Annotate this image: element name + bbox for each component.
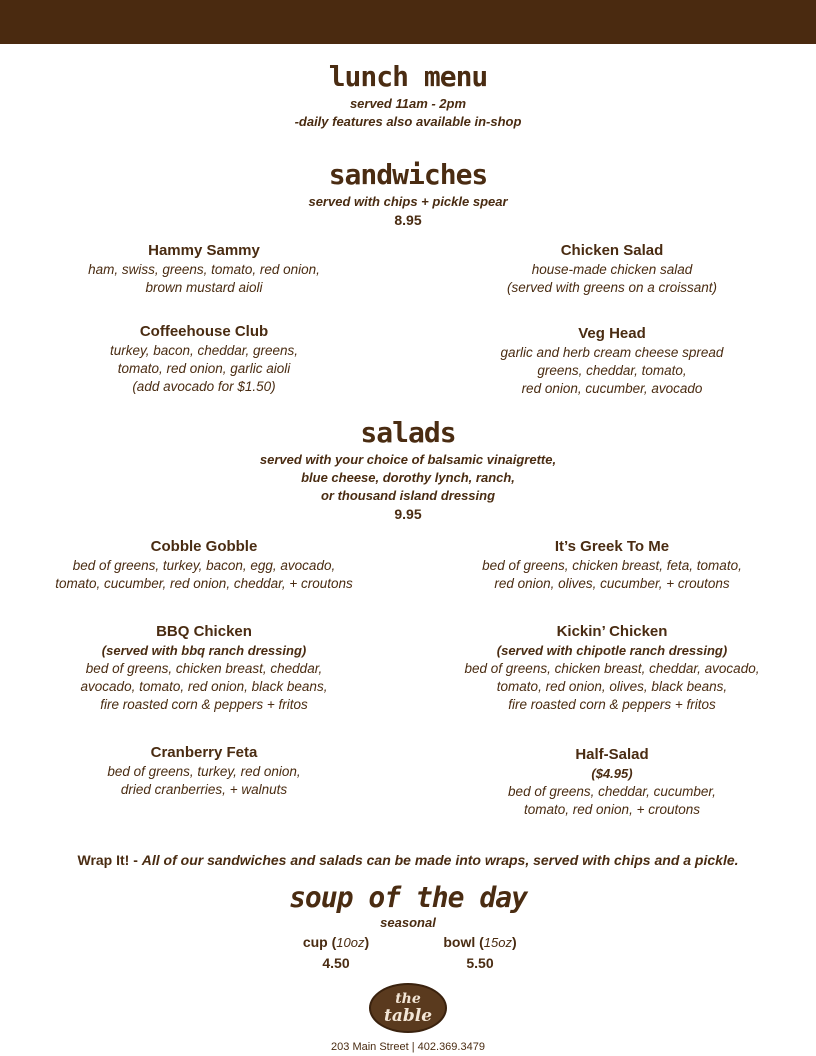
bowl-size: 15oz bbox=[483, 935, 512, 950]
menu-item bbox=[440, 622, 784, 714]
item-name: Hammy Sammy bbox=[148, 242, 260, 259]
item-name: Cranberry Feta bbox=[150, 744, 258, 761]
sandwiches-served-with: served with chips + pickle spear bbox=[308, 194, 508, 209]
menu-header bbox=[0, 60, 816, 131]
soup-bowl bbox=[420, 934, 540, 972]
top-banner bbox=[0, 0, 816, 44]
menu-item bbox=[440, 537, 784, 593]
salads-price: 9.95 bbox=[394, 506, 422, 522]
header-note: -daily features also available in-shop bbox=[294, 114, 522, 129]
cup-price: 4.50 bbox=[322, 955, 350, 971]
menu-item bbox=[440, 241, 784, 297]
item-description: red onion, olives, cucumber, + croutons bbox=[494, 576, 730, 591]
menu-item bbox=[440, 745, 784, 819]
item-description: bed of greens, cheddar, cucumber, bbox=[508, 784, 716, 799]
item-description: turkey, bacon, cheddar, greens, bbox=[109, 343, 299, 358]
bowl-price: 5.50 bbox=[466, 955, 494, 971]
logo-text-bottom: table bbox=[383, 1006, 433, 1026]
salads-heading: salads bbox=[360, 416, 456, 449]
logo-text-top: the bbox=[395, 991, 421, 1007]
salads-section-header bbox=[0, 416, 816, 523]
soup-section-header bbox=[0, 881, 816, 932]
item-description: bed of greens, chicken breast, cheddar, bbox=[85, 661, 323, 676]
item-name: Chicken Salad bbox=[560, 242, 664, 259]
wrap-text: All of our sandwiches and salads can be made into wraps, served with chips and a pickle. bbox=[141, 852, 739, 868]
item-name: Veg Head bbox=[578, 325, 646, 342]
item-description: tomato, cucumber, red onion, cheddar, + croutons bbox=[55, 576, 353, 591]
soup-heading: soup of the day bbox=[289, 881, 527, 914]
restaurant-logo bbox=[369, 983, 447, 1033]
sandwiches-price: 8.95 bbox=[394, 212, 422, 228]
menu-item bbox=[440, 324, 784, 398]
menu-item bbox=[30, 322, 378, 396]
salads-dressing-line: or thousand island dressing bbox=[320, 488, 496, 503]
item-description: (add avocado for $1.50) bbox=[132, 379, 276, 394]
item-description: red onion, cucumber, avocado bbox=[521, 381, 703, 396]
item-description: dried cranberries, + walnuts bbox=[120, 782, 288, 797]
item-name: Coffeehouse Club bbox=[139, 323, 269, 340]
item-description: ham, swiss, greens, tomato, red onion, bbox=[88, 262, 320, 277]
menu-item bbox=[30, 622, 378, 714]
menu-item bbox=[30, 743, 378, 799]
wrap-lead: Wrap It! - bbox=[77, 852, 138, 868]
item-name: Kickin’ Chicken bbox=[556, 623, 668, 640]
item-description: tomato, red onion, garlic aioli bbox=[117, 361, 291, 376]
item-note: (served with bbq ranch dressing) bbox=[101, 643, 307, 658]
salads-dressing-line: blue cheese, dorothy lynch, ranch, bbox=[301, 470, 515, 485]
menu-item bbox=[30, 241, 378, 297]
bowl-label: bowl ( bbox=[443, 934, 484, 950]
cup-label: cup ( bbox=[302, 934, 337, 950]
item-name: BBQ Chicken bbox=[156, 623, 252, 640]
sandwiches-heading: sandwiches bbox=[328, 158, 488, 191]
footer-contact: 203 Main Street | 402.369.3479 bbox=[331, 1041, 485, 1053]
item-name: It’s Greek To Me bbox=[554, 538, 670, 555]
item-description: bed of greens, turkey, bacon, egg, avocado, bbox=[72, 558, 336, 573]
wrap-note bbox=[0, 851, 816, 869]
item-note: ($4.95) bbox=[591, 766, 633, 781]
serving-hours: served 11am - 2pm bbox=[349, 96, 467, 111]
soup-subtitle: seasonal bbox=[380, 915, 436, 930]
item-name: Cobble Gobble bbox=[150, 538, 258, 555]
item-description: house-made chicken salad bbox=[531, 262, 693, 277]
cup-size: 10oz bbox=[336, 935, 365, 950]
item-description: brown mustard aioli bbox=[145, 280, 263, 295]
sandwiches-section-header bbox=[0, 158, 816, 229]
item-name: Half-Salad bbox=[575, 746, 649, 763]
item-description: greens, cheddar, tomato, bbox=[537, 363, 687, 378]
item-description: bed of greens, chicken breast, feta, tomato, bbox=[482, 558, 742, 573]
item-description: tomato, red onion, olives, black beans, bbox=[496, 679, 728, 694]
bowl-close: ) bbox=[511, 934, 517, 950]
item-description: bed of greens, turkey, red onion, bbox=[107, 764, 301, 779]
item-description: tomato, red onion, + croutons bbox=[524, 802, 700, 817]
cup-close: ) bbox=[364, 934, 370, 950]
item-description: garlic and herb cream cheese spread bbox=[500, 345, 724, 360]
item-description: (served with greens on a croissant) bbox=[506, 280, 718, 295]
soup-cup bbox=[276, 934, 396, 972]
item-note: (served with chipotle ranch dressing) bbox=[496, 643, 728, 658]
item-description: fire roasted corn & peppers + fritos bbox=[508, 697, 716, 712]
salads-dressing-line: served with your choice of balsamic vinaigrette, bbox=[259, 452, 557, 467]
item-description: fire roasted corn & peppers + fritos bbox=[100, 697, 308, 712]
page-title: lunch menu bbox=[328, 60, 488, 93]
item-description: bed of greens, chicken breast, cheddar, avocado, bbox=[464, 661, 760, 676]
item-description: avocado, tomato, red onion, black beans, bbox=[80, 679, 328, 694]
menu-item bbox=[30, 537, 378, 593]
